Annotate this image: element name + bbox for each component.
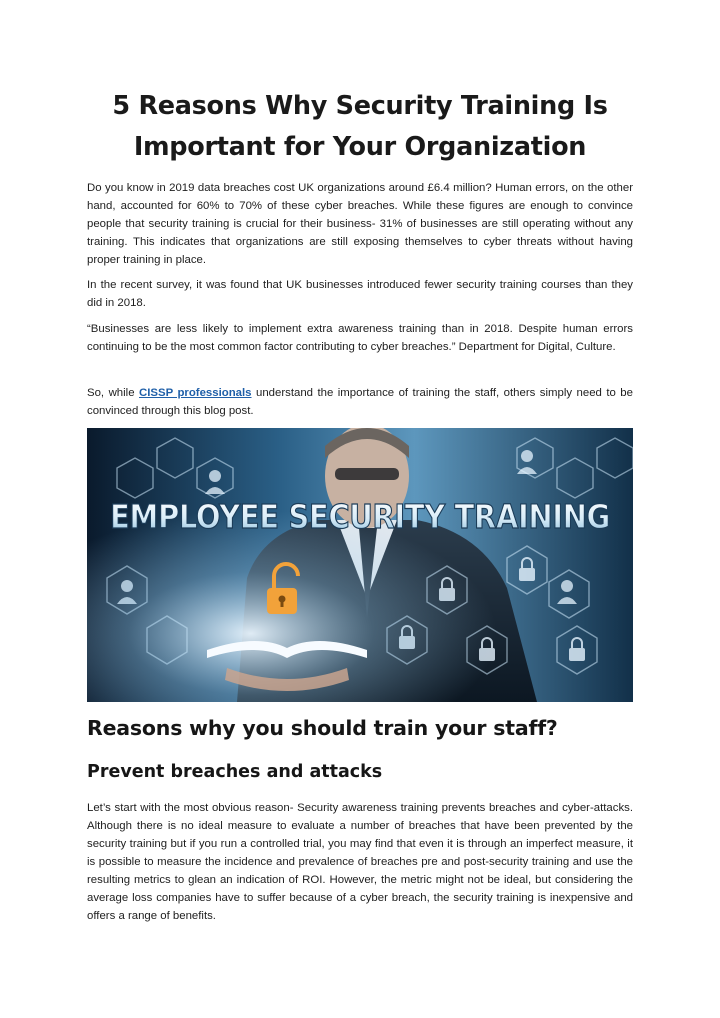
cissp-paragraph xyxy=(87,384,633,420)
cissp-professionals-link[interactable]: CISSP professionals xyxy=(139,387,252,399)
hero-illustration xyxy=(87,428,633,702)
hero-image xyxy=(87,428,633,702)
title-line-2: Important for Your Organization xyxy=(133,132,587,162)
title-line-1: 5 Reasons Why Security Training Is xyxy=(112,91,608,121)
quote-paragraph: “Businesses are less likely to implement extra awareness training than in 2018. Despite human errors continuing to be the most common factor contributing to cyber breaches.” Department for Digital, Culture. xyxy=(87,323,633,353)
section-heading: Reasons why you should train your staff? xyxy=(87,716,558,740)
cissp-text-after: understand the importance of training the staff, others simply need to be convinced through this blog post. xyxy=(87,387,633,417)
cissp-text-before: So, while xyxy=(87,387,139,399)
page-title xyxy=(87,86,633,168)
survey-paragraph: In the recent survey, it was found that UK businesses introduced fewer security training courses than they did in 2018. xyxy=(87,279,633,309)
banner-text: EMPLOYEE SECURITY TRAINING xyxy=(110,497,610,536)
intro-paragraph: Do you know in 2019 data breaches cost UK organizations around £6.4 million? Human errors, on the other hand, accounted for 60% to 70% of these cyber breaches. While these figures are enough to convince people that security training is crucial for their business- 31% of businesses are still operating without any training. This indicates that organizations are still exposing themselves to cyber threats without having proper training in place. xyxy=(87,182,633,266)
subsection-heading: Prevent breaches and attacks xyxy=(87,762,383,782)
prevent-breaches-paragraph: Let’s start with the most obvious reason- Security awareness training prevents breaches and cyber-attacks. Although there is no ideal measure to evaluate a number of breaches that have been prevented by the security training but if you run a controlled trial, you may find that even it is through an imperfect measure, it is possible to measure the incidence and prevalence of breaches pre and post-security training and use the resulting metrics to glean an indication of ROI. However, the metric might not be ideal, but considering the average loss companies have to suffer because of a cyber breach, the security training is inexpensive and offers a range of benefits. xyxy=(87,802,633,922)
